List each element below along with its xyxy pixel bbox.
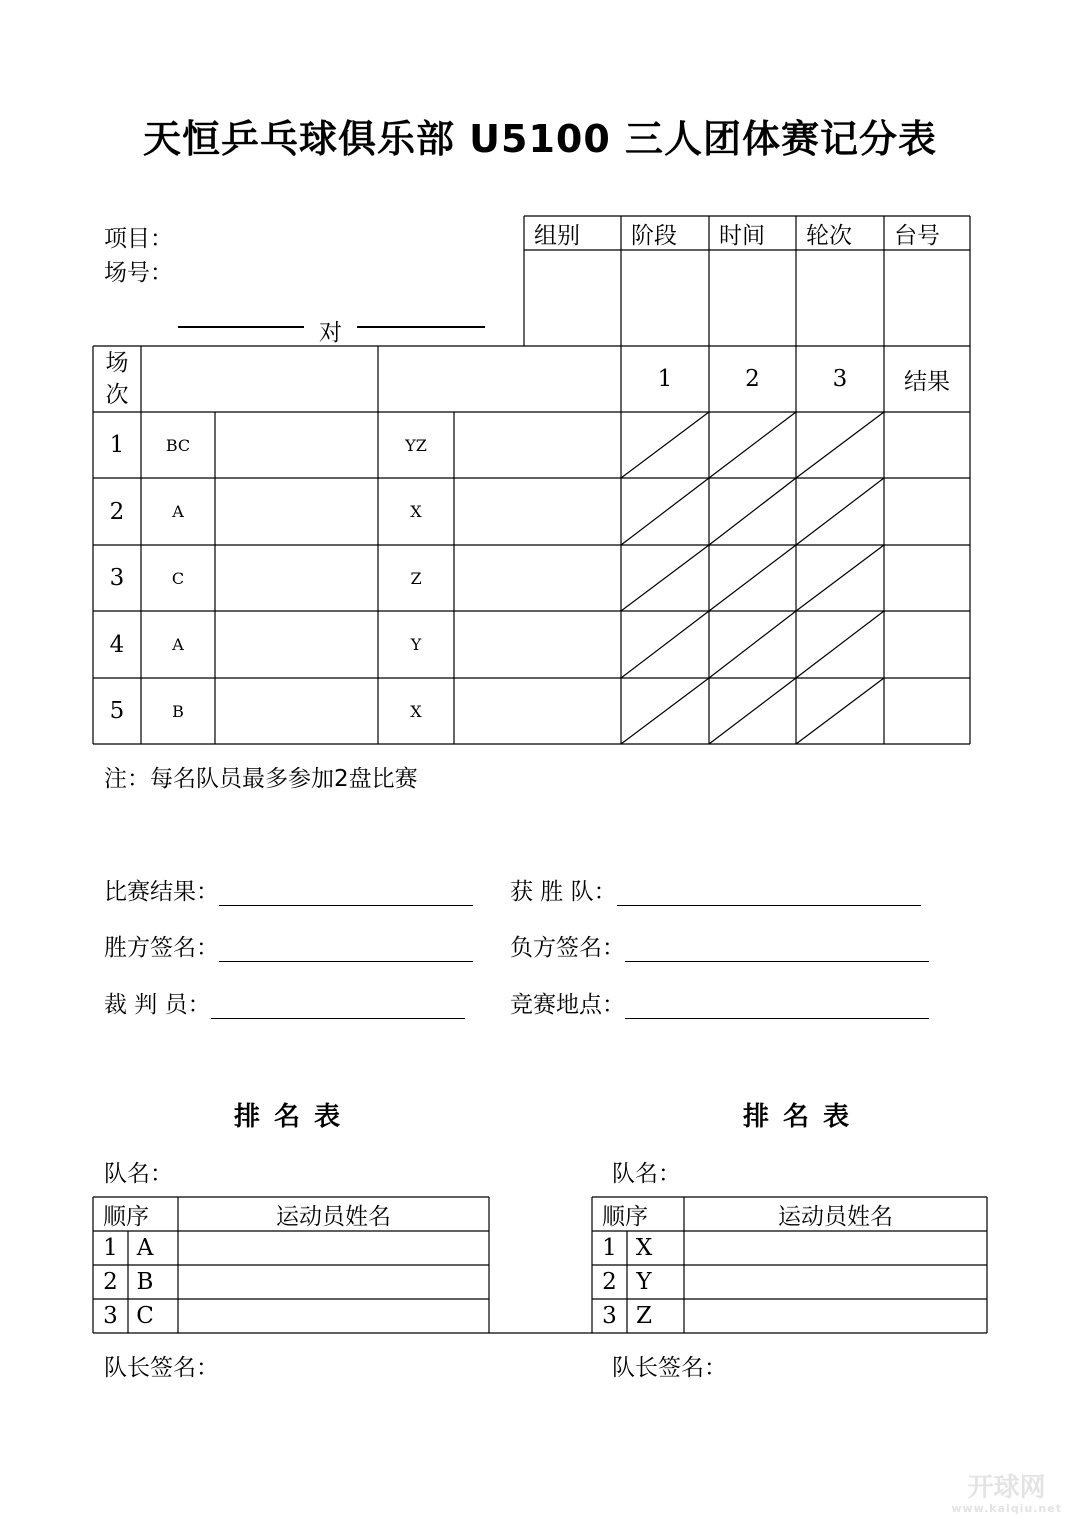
note-text: 注：每名队员最多参加2盘比赛 — [104, 766, 418, 792]
lineup-order: 1 — [103, 1235, 118, 1261]
referee-line — [211, 994, 465, 1019]
captain-sign-label-right: 队长签名： — [612, 1355, 727, 1381]
away-player-code: X — [410, 502, 422, 521]
versus-label: 对 — [319, 320, 342, 346]
round-header: 轮次 — [806, 222, 852, 249]
away-player-code: X — [410, 701, 422, 721]
project-label: 项目： — [104, 226, 173, 252]
away-player-code: Z — [410, 568, 422, 588]
lineup-title-right: 排名表 — [743, 1102, 864, 1132]
player-name-header: 运动员姓名 — [778, 1203, 893, 1230]
lineup-letter: C — [136, 1303, 154, 1329]
diagonal-strikes — [621, 412, 884, 744]
order-header: 顺序 — [103, 1203, 149, 1230]
lineup-letter: B — [136, 1269, 154, 1295]
away-player-code: Y — [410, 635, 422, 654]
lineup-letter: Z — [636, 1303, 652, 1329]
lineup-title-left: 排名表 — [234, 1102, 355, 1132]
home-player-code: A — [172, 502, 184, 521]
lineup-letter: A — [136, 1235, 154, 1261]
row-number: 1 — [109, 432, 125, 458]
group-header: 组别 — [534, 222, 580, 249]
time-header: 时间 — [719, 222, 765, 249]
site-watermark: 开球网 www.kaiqiu.net — [951, 1473, 1062, 1515]
lineup-order: 3 — [103, 1303, 118, 1329]
row-number: 4 — [109, 631, 125, 658]
winner-sign-line — [219, 937, 473, 962]
lineup-order: 3 — [602, 1303, 617, 1329]
row-number: 5 — [109, 698, 125, 724]
lineup-letter: Y — [636, 1269, 652, 1295]
game-1-header: 1 — [657, 366, 673, 392]
match-result-line — [219, 881, 473, 906]
result-header: 结果 — [904, 368, 950, 395]
team-name-label-left: 队名： — [104, 1161, 173, 1187]
captain-sign-label-left: 队长签名： — [104, 1355, 219, 1381]
table-number-header: 台号 — [894, 222, 940, 249]
away-player-code: YZ — [405, 435, 427, 455]
loser-sign-line — [625, 937, 929, 962]
referee-label: 裁 判 员： — [104, 986, 465, 1019]
venue-number-label: 场号： — [104, 260, 173, 286]
player-name-header: 运动员姓名 — [276, 1203, 391, 1230]
lineup-letter: X — [635, 1235, 653, 1261]
match-order-header: 场 次 — [105, 350, 129, 408]
venue-line — [625, 994, 929, 1019]
home-player-code: BC — [165, 435, 191, 455]
lineup-order: 2 — [602, 1269, 617, 1295]
lineup-order: 2 — [103, 1269, 118, 1295]
winner-sign-label: 胜方签名： — [104, 929, 473, 962]
stage-header: 阶段 — [631, 222, 677, 249]
page-title: 天恒乒乓球俱乐部 U5100 三人团体赛记分表 — [142, 117, 938, 161]
home-player-code: C — [171, 568, 185, 588]
loser-sign-label: 负方签名： — [510, 929, 929, 962]
lineup-order: 1 — [602, 1235, 617, 1261]
home-player-code: B — [172, 701, 184, 721]
winning-team-label: 获 胜 队： — [510, 873, 921, 906]
row-number: 2 — [109, 498, 125, 525]
winning-team-line — [617, 881, 921, 906]
match-result-label: 比赛结果： — [104, 873, 473, 906]
team-name-label-right: 队名： — [612, 1161, 681, 1187]
home-player-code: A — [172, 635, 184, 654]
venue-label: 竞赛地点： — [510, 986, 929, 1019]
order-header: 顺序 — [602, 1203, 648, 1230]
game-2-header: 2 — [745, 366, 760, 392]
game-3-header: 3 — [832, 366, 848, 392]
row-number: 3 — [109, 565, 125, 591]
